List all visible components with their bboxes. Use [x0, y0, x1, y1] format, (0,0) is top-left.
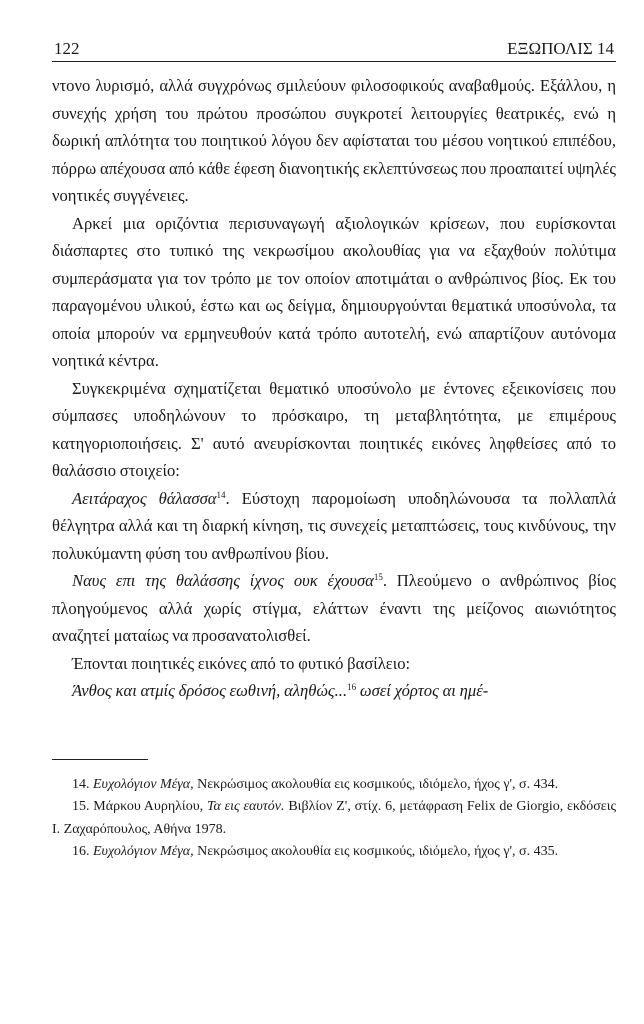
footnote-text: Νεκρώσιμος ακολουθία εις κοσμικούς, ιδιόμελο, ήχος γ', σ. 434.: [193, 776, 559, 792]
footnote-14: [52, 774, 616, 797]
paragraph-1: ντονο λυρισμό, αλλά συγχρόνως σμιλεύουν φιλοσοφικούς αναβαθμούς. Εξάλλου, η συνεχής χρήση του πρώτου προσώπου συγκροτεί λειτουργίες θεατρικές, ενώ η δωρική απλότητα του ποιητικού λόγου δεν αφίσταται του μέσου νοητικού επιπέδου, πόρρω απέχουσα από κάθε έφεση διανοητικής εκλεπτύνσεως που προαπαιτεί υψηλές νοητικές συγγένειες.: [52, 76, 616, 205]
paragraph-4: [52, 485, 616, 568]
paragraph-4-text: . Εύστοχη παρομοίωση υποδηλώνουσα τα πολλαπλά θέλγητρα αλλά και τη διαρκή κίνηση, τις συνεχείς μεταπτώσεις, τους κινδύνους, την πολυκύμαντη φύση του ανθρωπίνου βίου.: [52, 488, 616, 563]
footnote-text: Βιβλίον Ζ', στίχ. 6, μετάφραση Felix de Giorgio, εκδόσεις Ι. Ζαχαρόπουλος, Αθήνα 1978.: [52, 799, 616, 837]
paragraph-7: [52, 677, 616, 705]
footnotes: [52, 774, 616, 864]
paragraph-2: Αρκεί μια οριζόντια περισυναγωγή αξιολογικών κρίσεων, που ευρίσκονται διάσπαρτες στο τυπικό της νεκρωσίμου ακολουθίας για να εξαχθούν πολύτιμα συμπεράσματα για τον τρόπο με τον οποίον αποτιμάται ο ανθρώπινος βίος. Εκ του παραγομένου υλικού, έστω και ως δείγμα, δημιουργούνται θεματικά υποσύνολα, τα οποία μπορούν να ερμηνευθούν κατά τρόπο αυτοτελή, ενώ απαρτίζουν αυτόνομα νοητικά κέντρα.: [52, 213, 616, 370]
journal-title: ΕΞΩΠΟΛΙΣ 14: [507, 39, 614, 58]
paragraph-5: [52, 567, 616, 650]
running-header: [52, 38, 616, 62]
footnote-separator: [52, 759, 148, 760]
page-number: 122: [54, 39, 80, 58]
footnote-16: [52, 841, 616, 864]
footnote-number: 15.: [72, 799, 90, 814]
quote-flower: Άνθος και ατμίς δρόσος εωθινή, αληθώς...: [72, 681, 348, 700]
footnote-ref-16: 16: [347, 682, 357, 692]
quote-ship: Ναυς επι της θαλάσσης ίχνος ουκ έχουσα: [72, 571, 374, 590]
paragraph-6: Έπονται ποιητικές εικόνες από το φυτικό βασίλειο:: [72, 653, 411, 673]
footnote-source: Ευχολόγιον Μέγα,: [93, 776, 194, 792]
quote-sea: Αειτάραχος θάλασσα: [72, 488, 217, 508]
footnote-ref-15: 15: [373, 572, 383, 582]
footnote-source: Τα εις εαυτόν.: [206, 799, 285, 814]
footnote-author: Μάρκου Αυρηλίου,: [89, 799, 207, 814]
footnote-15: [52, 796, 616, 841]
paragraph-3: Συγκεκριμένα σχηματίζεται θεματικό υποσύνολο με έντονες εξεικονίσεις που σύμπασες υποδηλώνουν το πρόσκαιρο, τη μεταβλητότητα, με επιμέρους κατηγοριοποιήσεις. Σ' αυτό ανευρίσκονται ποιητικές εικόνες ληφθείσες από το θαλάσσιο στοιχείο:: [52, 378, 616, 480]
book-page: [52, 38, 616, 864]
quote-grass: ωσεί χόρτος αι ημέ-: [356, 681, 489, 700]
footnote-source: Ευχολόγιον Μέγα,: [93, 844, 194, 859]
paragraph-5-text: . Πλεούμενο ο ανθρώπινος βίος πλοηγούμενος αλλά χωρίς στίγμα, ελάττων έναντι της μείζονος αιωνιότητος αναζητεί ματαίως να προσανατολισθεί.: [52, 571, 617, 645]
footnote-ref-14: 14: [216, 489, 226, 500]
footnote-number: 14.: [72, 776, 90, 792]
footnote-text: Νεκρώσιμος ακολουθία εις κοσμικούς, ιδιόμελο, ήχος γ', σ. 435.: [193, 844, 559, 859]
main-text: [52, 72, 616, 705]
footnote-number: 16.: [72, 844, 90, 859]
